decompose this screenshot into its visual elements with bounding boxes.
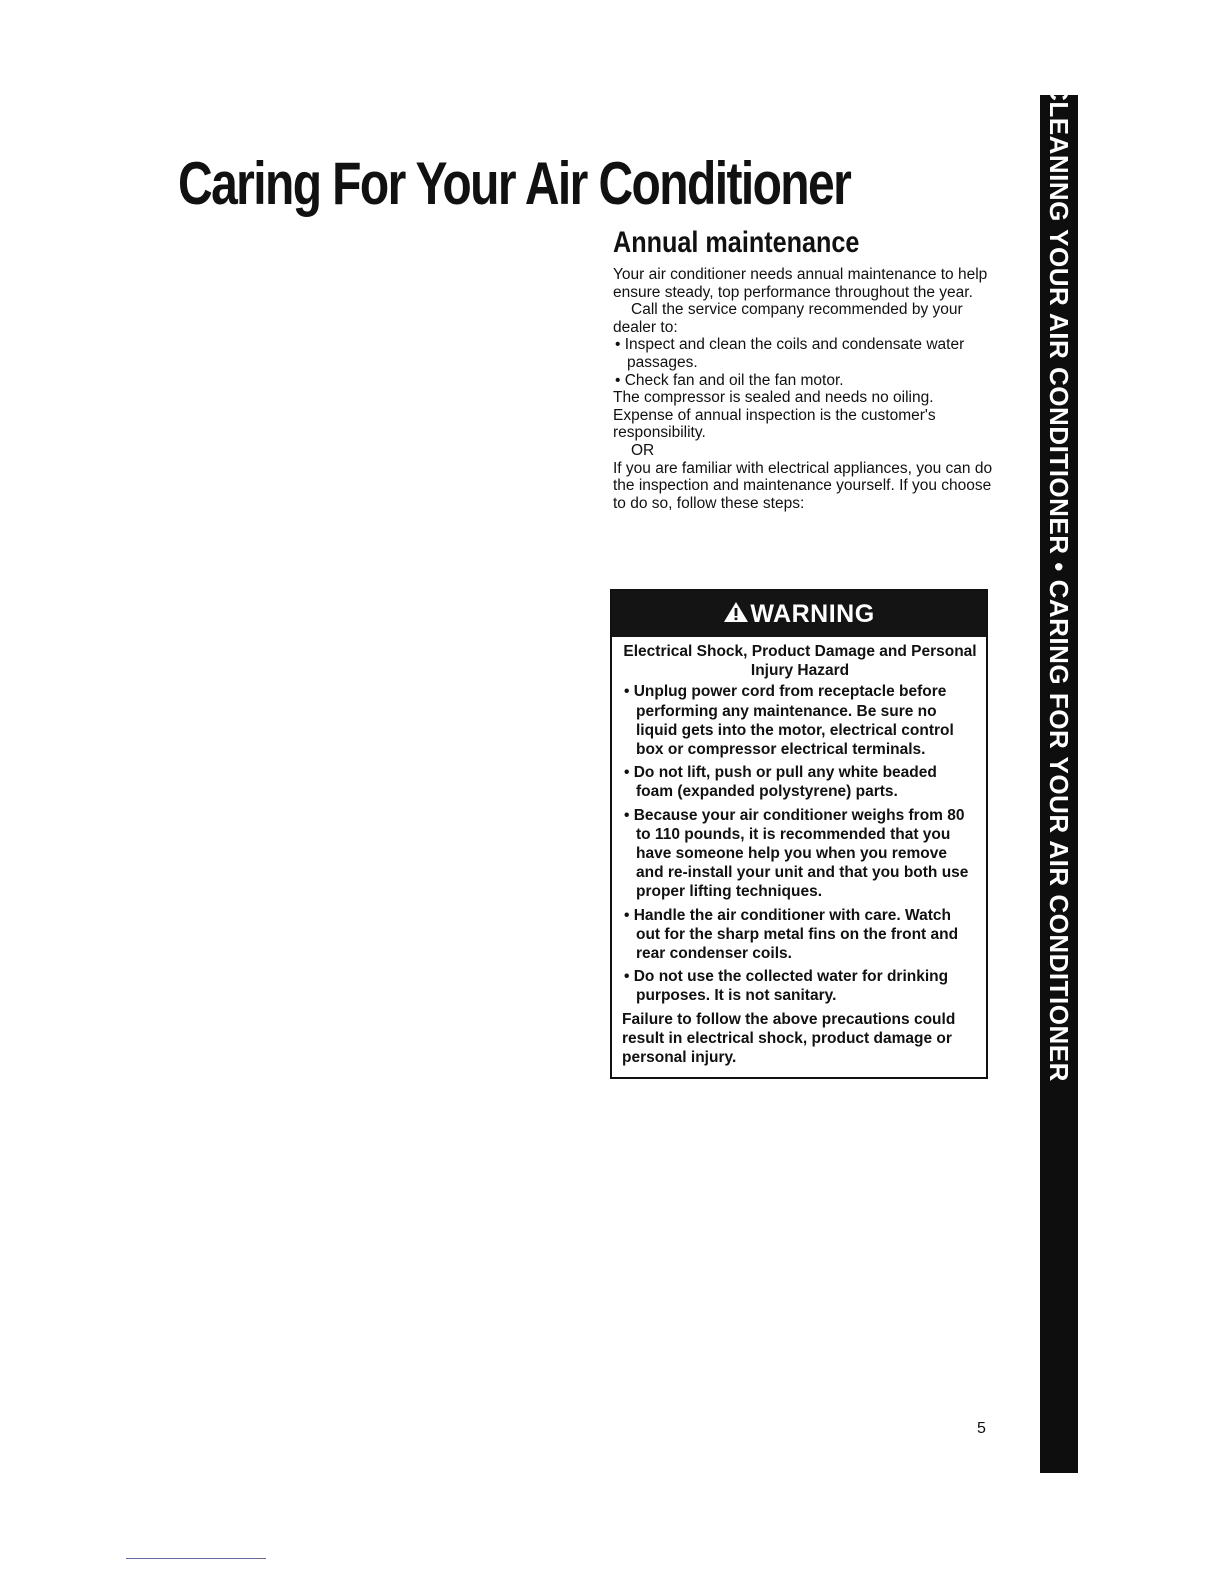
- list-item: • Inspect and clean the coils and condensate water passages.: [615, 336, 965, 371]
- warning-label: WARNING: [750, 600, 875, 628]
- warning-item: • Do not use the collected water for drinking purposes. It is not sanitary.: [624, 968, 949, 1005]
- page-number: 5: [977, 1420, 986, 1437]
- warning-item: • Handle the air conditioner with care. Watch out for the sharp metal fins on the front and rear condenser coils.: [624, 906, 959, 963]
- diy-paragraph: If you are familiar with electrical appliances, you can do the inspection and maintenance yourself. If you choose to do so, follow these steps:: [613, 459, 993, 512]
- side-tab-text: CLEANING YOUR AIR CONDITIONER • CARING FOR YOUR AIR CONDITIONER: [1044, 82, 1074, 1082]
- bottom-rule: [126, 1558, 266, 1559]
- intro-paragraph: Your air conditioner needs annual maintenance to help ensure steady, top performance throughout the year.: [613, 266, 988, 301]
- warning-item: • Unplug power cord from receptacle before performing any maintenance. Be sure no liquid gets into the motor, electrical control box or compressor electrical terminals.: [624, 683, 954, 759]
- warning-item: • Because your air conditioner weighs from 80 to 110 pounds, it is recommended that you have someone help you when you remove and re-install your unit and that you both use proper lifting techniques.: [624, 806, 969, 901]
- page-title: Caring For Your Air Conditioner: [178, 150, 851, 217]
- warning-content: [612, 637, 986, 1067]
- warning-box: [610, 589, 988, 1079]
- or-text: OR: [631, 441, 655, 459]
- warning-title: Electrical Shock, Product Damage and Personal Injury Hazard: [623, 643, 977, 680]
- compressor-paragraph: The compressor is sealed and needs no oiling. Expense of annual inspection is the customer's responsibility.: [613, 389, 936, 442]
- warning-header: [612, 591, 986, 637]
- warning-triangle-icon: [723, 601, 749, 623]
- list-item: • Check fan and oil the fan motor.: [615, 371, 844, 389]
- section-body: [613, 266, 998, 512]
- warning-item: • Do not lift, push or pull any white beaded foam (expanded polystyrene) parts.: [624, 764, 937, 801]
- warning-list: [622, 682, 978, 1005]
- call-paragraph: Call the service company recommended by your dealer to:: [613, 301, 963, 336]
- section-heading: Annual maintenance: [613, 226, 860, 259]
- maintenance-list: [613, 336, 998, 389]
- warning-footer: Failure to follow the above precautions could result in electrical shock, product damage or personal injury.: [622, 1010, 956, 1067]
